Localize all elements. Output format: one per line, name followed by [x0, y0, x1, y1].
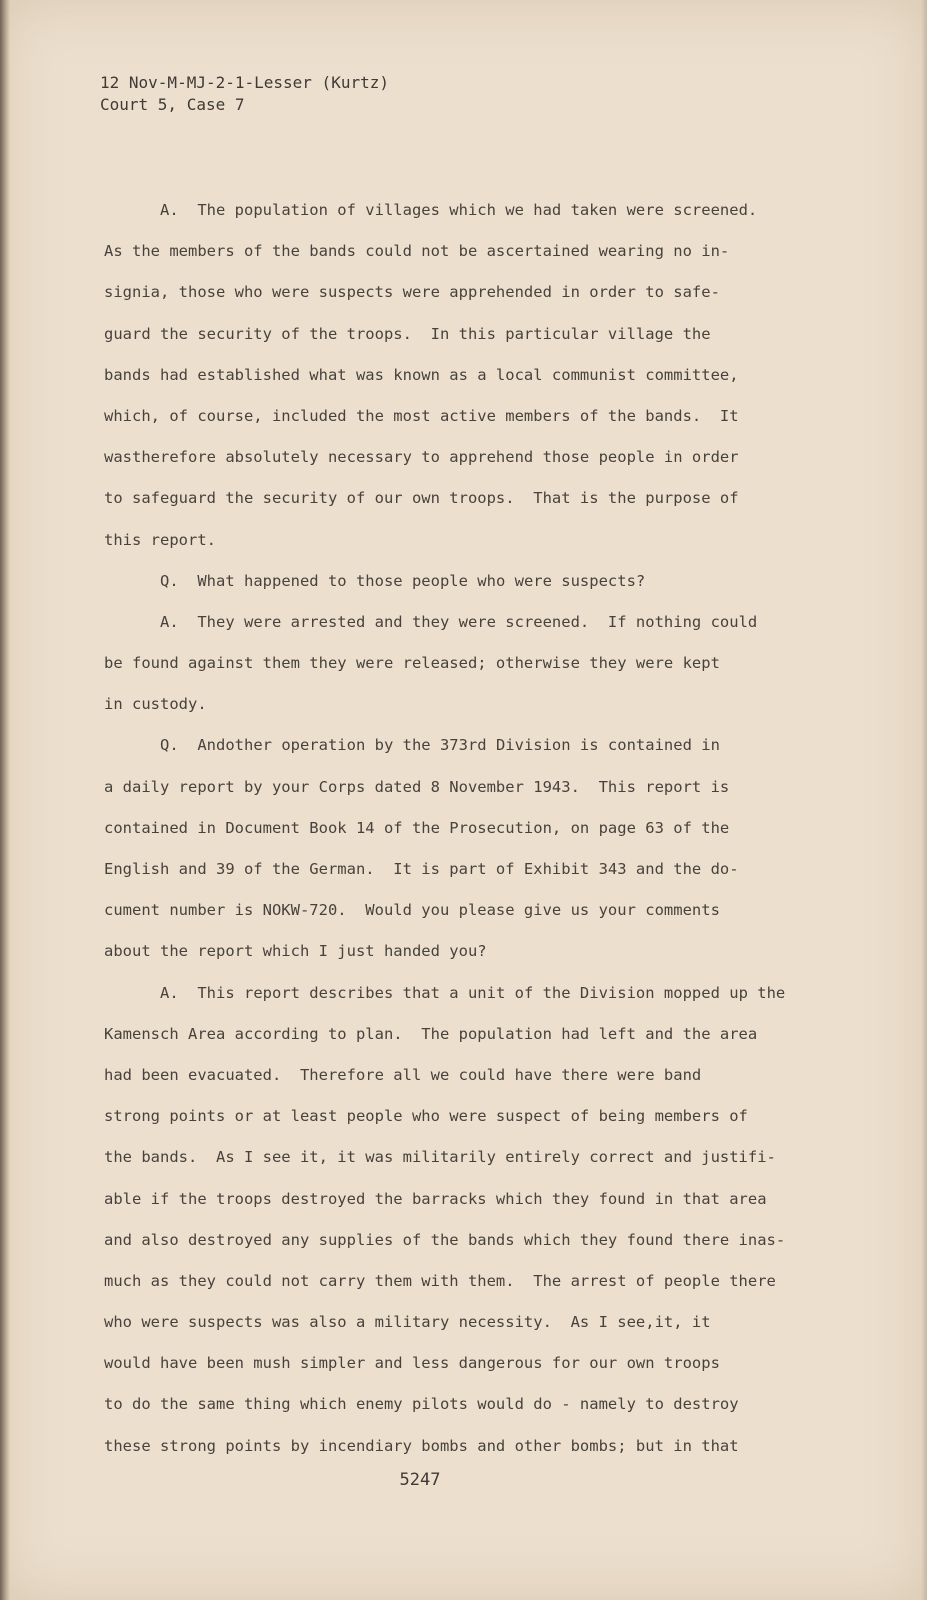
text-line: which, of course, included the most active members of the bands. It	[104, 406, 739, 425]
text-line: would have been mush simpler and less dangerous for our own troops	[104, 1354, 720, 1373]
header-court-case: Court 5, Case 7	[100, 95, 245, 114]
text-line: had been evacuated. Therefore all we could have there were band	[104, 1065, 702, 1084]
text-line: to safeguard the security of our own troops. That is the purpose of	[104, 489, 739, 508]
text-line: wastherefore absolutely necessary to apprehend those people in order	[104, 448, 739, 467]
text-line: English and 39 of the German. It is part of Exhibit 343 and the do-	[104, 860, 739, 878]
header-reference: 12 Nov-M-MJ-2-1-Lesser (Kurtz)	[100, 73, 389, 92]
text-line: who were suspects was also a military necessity. As I see,it, it	[104, 1313, 711, 1332]
text-line: signia, those who were suspects were apprehended in order to safe-	[104, 283, 720, 302]
text-line: about the report which I just handed you?	[104, 942, 487, 961]
text-line: and also destroyed any supplies of the bands which they found there inas-	[104, 1230, 786, 1249]
page-number: 5247	[399, 1470, 441, 1490]
text-line: to do the same thing which enemy pilots would do - namely to destroy	[104, 1395, 739, 1414]
text-line: be found against them they were released; otherwise they were kept	[104, 654, 720, 673]
text-line: A. The population of villages which we had taken were screened.	[160, 201, 758, 219]
text-line: in custody.	[104, 695, 207, 714]
text-line: strong points or at least people who were suspect of being members of	[104, 1107, 748, 1126]
text-line: As the members of the bands could not be ascertained wearing no in-	[104, 242, 730, 261]
document-header	[100, 72, 389, 116]
text-line: guard the security of the troops. In this particular village the	[104, 324, 711, 343]
text-line: Q. What happened to those people who were suspects?	[160, 571, 646, 590]
text-line: this report.	[104, 530, 216, 549]
text-line: A. This report describes that a unit of the Division mopped up the	[160, 983, 786, 1002]
text-line: Kamensch Area according to plan. The population had left and the area	[104, 1024, 758, 1043]
text-line: contained in Document Book 14 of the Prosecution, on page 63 of the	[104, 818, 730, 837]
page-left-edge	[0, 0, 10, 1600]
transcript-body	[104, 190, 844, 1467]
page-right-edge	[921, 0, 927, 1600]
text-line: these strong points by incendiary bombs and other bombs; but in that	[104, 1436, 739, 1455]
text-line: much as they could not carry them with them. The arrest of people there	[104, 1271, 776, 1290]
text-line: Q. Andother operation by the 373rd Division is contained in	[160, 736, 720, 755]
text-line: the bands. As I see it, it was militarily entirely correct and justifi-	[104, 1148, 776, 1167]
text-line: bands had established what was known as a local communist committee,	[104, 365, 739, 384]
text-line: A. They were arrested and they were screened. If nothing could	[160, 612, 758, 631]
text-line: able if the troops destroyed the barracks which they found in that area	[104, 1189, 767, 1208]
text-line: a daily report by your Corps dated 8 November 1943. This report is	[104, 777, 730, 796]
text-line: cument number is NOKW-720. Would you please give us your comments	[104, 901, 720, 920]
